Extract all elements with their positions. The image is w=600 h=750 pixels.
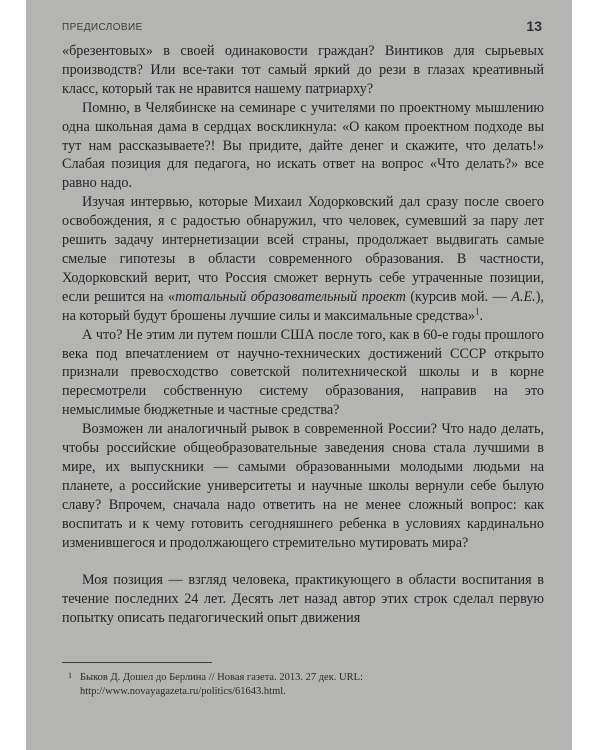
paragraph-3 (62, 193, 544, 325)
paragraph-6: Моя позиция — взгляд человека, практикующего в области воспитания в течение последних 24 лет. Десять лет назад автор этих строк сделал первую попытку описать педагогический опыт движения (62, 572, 544, 627)
paragraph-4: А что? Не этим ли путем пошли США после того, как в 60-е годы прошлого века под впечатлением от научно-технических достижений СССР открыто признали превосходство советской политехнической школы и в корне пересмотрели собственную систему образования, направив на это немыслимые бюджетные и частные средства? (62, 326, 544, 419)
paragraph-3-text: Изучая интервью, которые Михаил Ходорковский дал сразу после своего освобождения, я с радостью обнаружил, что человек, сумевший за пару лет решить задачу интернетизации всей страны, продолжает выдвигать самые смелые гипотезы в области современного образования. В частности, Ходорковский верит, что Россия сможет вернуть себе утраченные позиции, если решится на « (62, 194, 544, 305)
book-page (26, 0, 572, 750)
paragraph-3-tail: ), на который будут брошены лучшие силы и максимальные средства» (62, 288, 544, 324)
footnote (68, 671, 544, 699)
footnote-reference[interactable]: 1 (475, 305, 480, 316)
author-initials: А.Е. (511, 288, 536, 305)
footnote-text: Быков Д. Дошел до Берлина // Новая газета. 2013. 27 дек. URL: http://www.novayagazeta.ru/politics/61643.html. (80, 672, 363, 697)
paragraph-3-end: . (479, 307, 484, 324)
body-text (62, 42, 544, 628)
paragraph-5: Возможен ли аналогичный рывок в современной России? Что надо делать, чтобы российские общеобразовательные заведения снова стала лучшими в мире, их выпускники — самыми образованными молодыми людьми на планете, а российские университеты и научные школы вернули себе былую славу? Впрочем, сначала надо ответить на не менее сложный вопрос: как воспитать и к чему готовить сегодняшнего ребенка в условиях кардинально изменившегося и продолжающего стремительно мутировать мира? (62, 421, 544, 551)
footnote-divider (62, 662, 212, 663)
running-head: ПРЕДИСЛОВИЕ (62, 22, 143, 33)
footnote-mark: 1 (68, 671, 72, 680)
paragraph-3-paren: (курсив мой. — (405, 288, 512, 305)
page-header (62, 18, 542, 38)
page-number: 13 (526, 18, 542, 34)
italic-phrase: тотальный образовательный проект (175, 288, 406, 305)
paragraph-2: Помню, в Челябинске на семинаре с учителями по проектному мышлению одна школьная дама в сердцах воскликнула: «О каком проектном подходе вы тут нам рассказываете?! Вы придите, дайте денег и скажите, что делать!» Слабая позиция для педагога, но искать ответ на вопрос «Что делать?» все равно надо. (62, 99, 544, 192)
paragraph-1: «брезентовых» в своей одинаковости граждан? Винтиков для сырьевых производств? Или все-таки тот самый яркий до рези в глазах креативный класс, который так не нравится нашему патриарху? (62, 43, 544, 97)
